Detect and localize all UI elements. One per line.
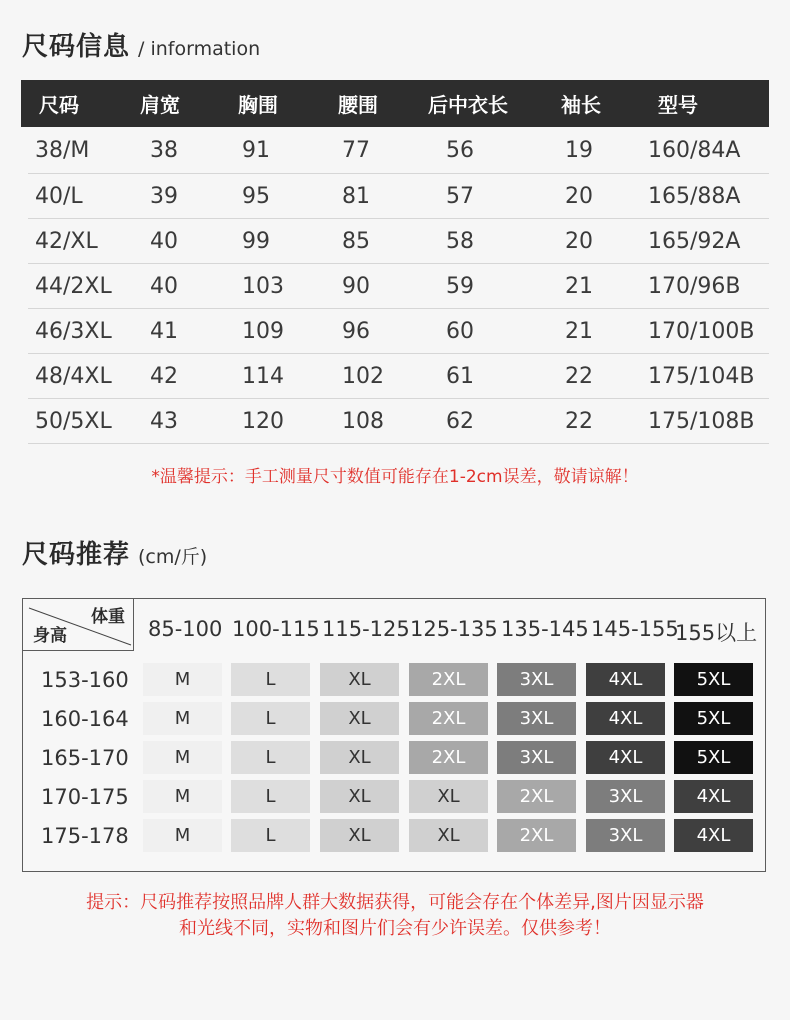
header-sleeve: 袖长 <box>561 93 601 117</box>
size-info-cell: 81 <box>342 183 370 209</box>
recommend-note-line2: 和光线不同，实物和图片们会有少许误差。仅供参考！ <box>179 918 611 939</box>
recommended-size-cell: 3XL <box>586 780 665 813</box>
size-info-row <box>28 264 769 309</box>
size-info-cell: 62 <box>446 408 474 434</box>
recommend-heading: 尺码推荐 <box>22 540 131 570</box>
weight-range-label: 100-115 <box>232 617 320 641</box>
recommended-size-cell: M <box>143 780 222 813</box>
size-info-cell: 38 <box>150 137 178 163</box>
recommended-size-cell: 4XL <box>586 663 665 696</box>
recommended-size-cell: 2XL <box>497 780 576 813</box>
recommend-note-line1: 提示：尺码推荐按照品牌人群大数据获得，可能会存在个体差异,图片因显示器 <box>86 892 704 913</box>
weight-range-label: 145-155 <box>591 617 679 641</box>
size-info-cell: 108 <box>342 408 384 434</box>
recommended-size-cell: L <box>231 663 310 696</box>
size-info-cell: 41 <box>150 318 178 344</box>
size-info-cell: 22 <box>565 363 593 389</box>
size-info-cell: 39 <box>150 183 178 209</box>
recommended-size-cell: M <box>143 819 222 852</box>
recommended-size-cell: XL <box>320 663 399 696</box>
size-info-cell: 114 <box>242 363 284 389</box>
header-chest: 胸围 <box>238 93 278 117</box>
header-length: 后中衣长 <box>428 93 508 117</box>
recommended-size-cell: XL <box>409 819 488 852</box>
recommended-size-cell: 3XL <box>497 741 576 774</box>
weight-range-label: 155以上 <box>675 621 758 645</box>
size-info-cell: 59 <box>446 273 474 299</box>
height-range-label: 170-175 <box>41 785 129 809</box>
header-waist: 腰围 <box>338 93 378 117</box>
size-info-row <box>28 127 769 174</box>
size-info-cell: 40 <box>150 228 178 254</box>
size-info-header-row <box>21 80 769 127</box>
size-info-cell: 96 <box>342 318 370 344</box>
recommend-title <box>22 534 207 571</box>
header-size: 尺码 <box>39 93 79 117</box>
recommended-size-cell: M <box>143 741 222 774</box>
corner-height-label: 身高 <box>33 626 67 646</box>
size-info-cell: 20 <box>565 228 593 254</box>
height-range-label: 165-170 <box>41 746 129 770</box>
recommend-subheading: (cm/斤) <box>138 546 208 568</box>
size-info-cell: 20 <box>565 183 593 209</box>
size-info-cell: 38/M <box>35 137 90 163</box>
size-info-cell: 60 <box>446 318 474 344</box>
size-info-row <box>28 309 769 354</box>
size-info-cell: 42/XL <box>35 228 98 254</box>
recommended-size-cell: L <box>231 702 310 735</box>
size-info-cell: 21 <box>565 273 593 299</box>
recommended-size-cell: 3XL <box>497 702 576 735</box>
recommended-size-cell: 2XL <box>497 819 576 852</box>
height-range-label: 175-178 <box>41 824 129 848</box>
size-info-cell: 21 <box>565 318 593 344</box>
weight-range-label: 135-145 <box>501 617 589 641</box>
size-info-cell: 90 <box>342 273 370 299</box>
recommended-size-cell: 4XL <box>586 741 665 774</box>
size-info-cell: 22 <box>565 408 593 434</box>
recommended-size-cell: 3XL <box>586 819 665 852</box>
recommended-size-cell: 3XL <box>497 663 576 696</box>
recommended-size-cell: XL <box>320 741 399 774</box>
size-info-row <box>28 399 769 444</box>
recommended-size-cell: 2XL <box>409 663 488 696</box>
header-model: 型号 <box>658 93 698 117</box>
size-info-cell: 50/5XL <box>35 408 112 434</box>
recommended-size-cell: L <box>231 819 310 852</box>
weight-range-label: 115-125 <box>322 617 410 641</box>
size-info-cell: 44/2XL <box>35 273 112 299</box>
size-info-cell: 120 <box>242 408 284 434</box>
recommended-size-cell: 4XL <box>674 819 753 852</box>
recommended-size-cell: 2XL <box>409 741 488 774</box>
size-info-cell: 170/100B <box>648 318 755 344</box>
recommended-size-cell: 5XL <box>674 741 753 774</box>
size-info-cell: 91 <box>242 137 270 163</box>
size-info-cell: 57 <box>446 183 474 209</box>
corner-weight-label: 体重 <box>91 607 125 627</box>
recommended-size-cell: M <box>143 702 222 735</box>
size-info-row <box>28 174 769 219</box>
recommend-note <box>0 890 790 942</box>
size-info-cell: 48/4XL <box>35 363 112 389</box>
size-info-cell: 165/92A <box>648 228 741 254</box>
size-info-cell: 175/104B <box>648 363 755 389</box>
size-info-cell: 95 <box>242 183 270 209</box>
recommended-size-cell: L <box>231 741 310 774</box>
corner-header <box>23 599 134 651</box>
size-info-cell: 56 <box>446 137 474 163</box>
weight-range-label: 125-135 <box>410 617 498 641</box>
size-info-title <box>22 26 260 63</box>
size-info-row <box>28 219 769 264</box>
recommended-size-cell: L <box>231 780 310 813</box>
height-range-label: 160-164 <box>41 707 129 731</box>
recommended-size-cell: 5XL <box>674 663 753 696</box>
size-info-cell: 175/108B <box>648 408 755 434</box>
size-info-cell: 102 <box>342 363 384 389</box>
recommended-size-cell: 4XL <box>586 702 665 735</box>
size-info-cell: 40 <box>150 273 178 299</box>
size-info-cell: 46/3XL <box>35 318 112 344</box>
size-info-cell: 77 <box>342 137 370 163</box>
recommended-size-cell: XL <box>320 702 399 735</box>
size-info-cell: 165/88A <box>648 183 741 209</box>
recommended-size-cell: XL <box>409 780 488 813</box>
size-info-cell: 99 <box>242 228 270 254</box>
recommended-size-cell: 5XL <box>674 702 753 735</box>
size-info-cell: 19 <box>565 137 593 163</box>
size-info-body <box>21 127 769 444</box>
size-info-cell: 43 <box>150 408 178 434</box>
recommended-size-cell: XL <box>320 780 399 813</box>
size-info-subheading: / information <box>138 38 261 60</box>
size-info-cell: 170/96B <box>648 273 741 299</box>
recommended-size-cell: 2XL <box>409 702 488 735</box>
size-recommend-table <box>22 598 766 872</box>
recommended-size-cell: 4XL <box>674 780 753 813</box>
size-info-cell: 40/L <box>35 183 83 209</box>
size-info-heading: 尺码信息 <box>22 32 131 62</box>
size-info-cell: 85 <box>342 228 370 254</box>
weight-range-label: 85-100 <box>148 617 223 641</box>
size-info-cell: 61 <box>446 363 474 389</box>
size-info-cell: 103 <box>242 273 284 299</box>
header-shoulder: 肩宽 <box>140 93 180 117</box>
size-info-cell: 42 <box>150 363 178 389</box>
size-info-row <box>28 354 769 399</box>
recommended-size-cell: M <box>143 663 222 696</box>
size-info-table <box>21 80 769 444</box>
size-info-cell: 58 <box>446 228 474 254</box>
measurement-note: *温馨提示：手工测量尺寸数值可能存在1-2cm误差，敬请谅解！ <box>151 467 639 487</box>
height-range-label: 153-160 <box>41 668 129 692</box>
size-info-cell: 109 <box>242 318 284 344</box>
recommended-size-cell: XL <box>320 819 399 852</box>
size-info-cell: 160/84A <box>648 137 741 163</box>
